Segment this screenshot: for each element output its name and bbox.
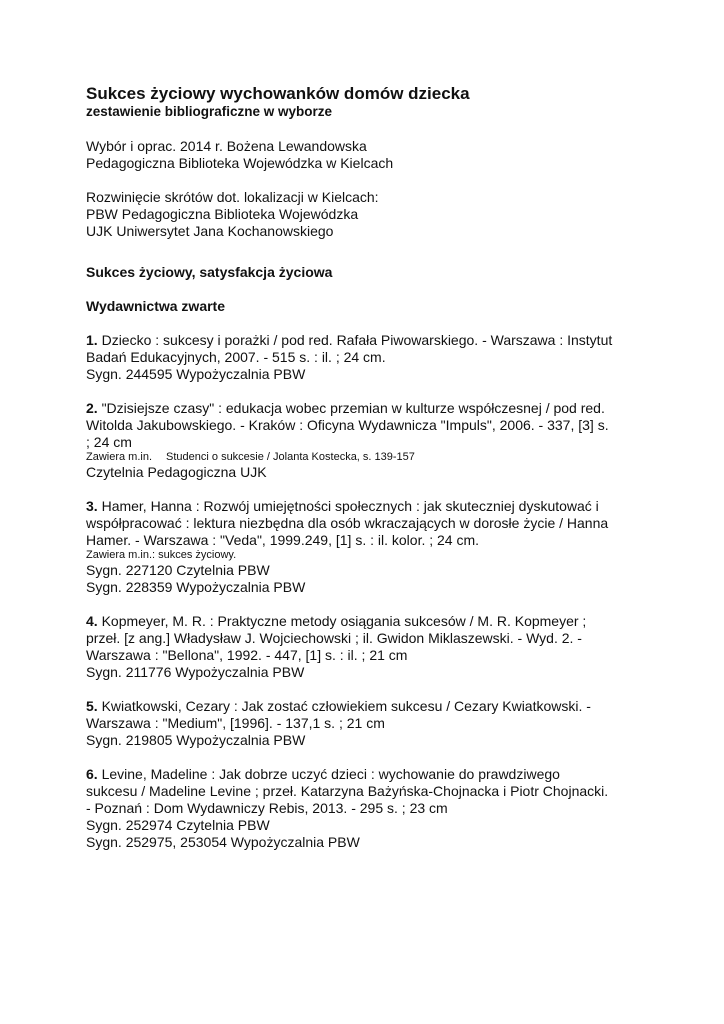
library-line: Pedagogiczna Biblioteka Wojewódzka w Kielcach bbox=[86, 155, 394, 171]
holding-line: Czytelnia Pedagogiczna UJK bbox=[86, 464, 267, 480]
entry-text: Dziecko : sukcesy i porażki / pod red. Rafała Piwowarskiego. - Warszawa : Instytut bbox=[97, 332, 613, 348]
entry-number: 3. bbox=[86, 498, 98, 514]
entry-line bbox=[86, 498, 664, 515]
bibliography-entry bbox=[86, 498, 664, 596]
section-heading: Sukces życiowy, satysfakcja życiowa bbox=[86, 264, 333, 280]
holding-line: Sygn. 252974 Czytelnia PBW bbox=[86, 817, 270, 833]
entry-line: sukcesu / Madeline Levine ; przeł. Katarzyna Bażyńska-Chojnacka i Piotr Chojnacki. bbox=[86, 783, 609, 799]
contents-note: Zawiera m.in.: sukces życiowy. bbox=[86, 549, 237, 561]
holding-line: Sygn. 227120 Czytelnia PBW bbox=[86, 562, 270, 578]
entry-line: przeł. [z ang.] Władysław J. Wojciechowski ; il. Gwidon Miklaszewski. - Wyd. 2. - bbox=[86, 630, 582, 646]
holding-line: Sygn. 252975, 253054 Wypożyczalnia PBW bbox=[86, 834, 360, 850]
entry-line bbox=[86, 400, 664, 417]
entry-line: ; 24 cm bbox=[86, 434, 132, 450]
entry-line: Witolda Jakubowskiego. - Kraków : Oficyna Wydawnicza "Impuls", 2006. - 337, [3] s. bbox=[86, 417, 609, 433]
abbreviation-pbw: PBW Pedagogiczna Biblioteka Wojewódzka bbox=[86, 206, 359, 222]
entry-text: Kwiatkowski, Cezary : Jak zostać człowiekiem sukcesu / Cezary Kwiatkowski. - bbox=[97, 698, 591, 714]
subsection-heading: Wydawnictwa zwarte bbox=[86, 298, 226, 314]
author-block bbox=[86, 138, 664, 172]
document-title: Sukces życiowy wychowanków domów dziecka bbox=[86, 84, 470, 103]
document-subtitle: zestawienie bibliograficzne w wyborze bbox=[86, 104, 333, 119]
entry-line bbox=[86, 332, 664, 349]
entry-text: Hamer, Hanna : Rozwój umiejętności społecznych : jak skuteczniej dyskutować i bbox=[97, 498, 599, 514]
entry-number: 6. bbox=[86, 766, 98, 782]
bibliography-entry bbox=[86, 766, 664, 851]
bibliography-entry bbox=[86, 613, 664, 681]
entry-text: Levine, Madeline : Jak dobrze uczyć dzieci : wychowanie do prawdziwego bbox=[97, 766, 560, 782]
holding-line: Sygn. 228359 Wypożyczalnia PBW bbox=[86, 579, 306, 595]
bibliography-entry bbox=[86, 698, 664, 749]
note-label: Zawiera m.in. bbox=[86, 451, 153, 463]
entry-line: Hamer. - Warszawa : "Veda", 1999.249, [1] s. : il. kolor. ; 24 cm. bbox=[86, 532, 480, 548]
abbreviations-block bbox=[86, 189, 664, 240]
entry-line: Warszawa : "Bellona", 1992. - 447, [1] s. : il. ; 21 cm bbox=[86, 647, 408, 663]
abbreviation-ujk: UJK Uniwersytet Jana Kochanowskiego bbox=[86, 223, 334, 239]
entry-line: współpracować : lektura niezbędna dla osób wkraczających w dorosłe życie / Hanna bbox=[86, 515, 609, 531]
entry-line bbox=[86, 766, 664, 783]
entry-text: Kopmeyer, M. R. : Praktyczne metody osiągania sukcesów / M. R. Kopmeyer ; bbox=[97, 613, 587, 629]
author-line: Wybór i oprac. 2014 r. Bożena Lewandowska bbox=[86, 138, 367, 154]
holding-line: Sygn. 211776 Wypożyczalnia PBW bbox=[86, 664, 305, 680]
holding-line: Sygn. 219805 Wypożyczalnia PBW bbox=[86, 732, 306, 748]
entry-line bbox=[86, 613, 664, 630]
entry-number: 1. bbox=[86, 332, 98, 348]
bibliography-entry bbox=[86, 400, 664, 481]
bibliography-entry bbox=[86, 332, 664, 383]
note-text: Studenci o sukcesie / Jolanta Kostecka, s. 139-157 bbox=[166, 451, 415, 463]
entry-line bbox=[86, 698, 664, 715]
entry-line: - Poznań : Dom Wydawniczy Rebis, 2013. - 295 s. ; 23 cm bbox=[86, 800, 448, 816]
entry-text: "Dzisiejsze czasy" : edukacja wobec przemian w kulturze współczesnej / pod red. bbox=[97, 400, 605, 416]
entry-number: 5. bbox=[86, 698, 98, 714]
contents-note bbox=[86, 451, 664, 464]
holding-line: Sygn. 244595 Wypożyczalnia PBW bbox=[86, 366, 306, 382]
entry-number: 4. bbox=[86, 613, 98, 629]
abbreviations-intro: Rozwinięcie skrótów dot. lokalizacji w Kielcach: bbox=[86, 189, 379, 205]
entry-number: 2. bbox=[86, 400, 98, 416]
entry-line: Badań Edukacyjnych, 2007. - 515 s. : il. ; 24 cm. bbox=[86, 349, 386, 365]
entry-line: Warszawa : "Medium", [1996]. - 137,1 s. ; 21 cm bbox=[86, 715, 385, 731]
